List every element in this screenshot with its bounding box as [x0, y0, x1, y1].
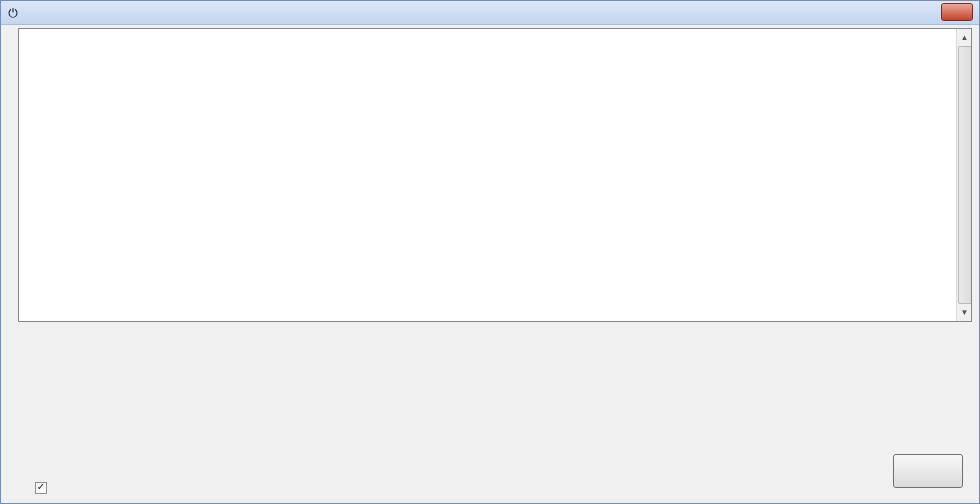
col-header-aim[interactable] — [347, 29, 373, 47]
col-header-tst[interactable] — [293, 29, 319, 47]
col-header-dn[interactable] — [429, 29, 455, 47]
scroll-thumb[interactable] — [958, 46, 972, 304]
done-button[interactable] — [893, 454, 963, 488]
title-bar[interactable] — [1, 1, 979, 25]
col-header-gks[interactable] — [779, 29, 805, 47]
col-header-dbt[interactable] — [400, 29, 426, 47]
col-header-fbt[interactable] — [698, 29, 724, 47]
license-grid[interactable] — [18, 28, 972, 322]
grid-header — [19, 29, 972, 47]
col-header-tee[interactable] — [752, 29, 778, 47]
col-header-res[interactable] — [725, 29, 751, 47]
col-header-c-c[interactable] — [374, 29, 400, 47]
col-header-ksl[interactable] — [860, 29, 886, 47]
col-header-id[interactable] — [97, 29, 131, 47]
scroll-down-icon[interactable]: ▼ — [960, 308, 969, 317]
col-header-kwc[interactable] — [888, 29, 914, 47]
col-header-pms[interactable] — [536, 29, 562, 47]
col-header-pmp[interactable] — [912, 29, 938, 47]
col-header-gst[interactable] — [482, 29, 508, 47]
scroll-up-icon[interactable]: ▲ — [960, 33, 969, 42]
col-header-rs[interactable] — [806, 29, 832, 47]
col-header-grp[interactable] — [456, 29, 482, 47]
col-header-acc[interactable] — [319, 29, 345, 47]
col-header-mode[interactable] — [131, 29, 171, 47]
col-header-dul[interactable] — [590, 29, 616, 47]
col-header-fbq[interactable] — [671, 29, 697, 47]
col-header-pas[interactable] — [509, 29, 535, 47]
col-header-sales-point[interactable] — [22, 29, 92, 47]
col-header-kcl[interactable] — [833, 29, 859, 47]
col-header-pod[interactable] — [617, 29, 643, 47]
accounting-export-checkbox[interactable]: ✓ — [36, 482, 46, 493]
lock-icon: ⏻ — [8, 6, 18, 20]
col-header-pvt[interactable] — [644, 29, 670, 47]
close-button[interactable] — [941, 3, 973, 21]
col-header-rnt[interactable] — [562, 29, 588, 47]
vertical-scrollbar[interactable] — [956, 29, 972, 321]
